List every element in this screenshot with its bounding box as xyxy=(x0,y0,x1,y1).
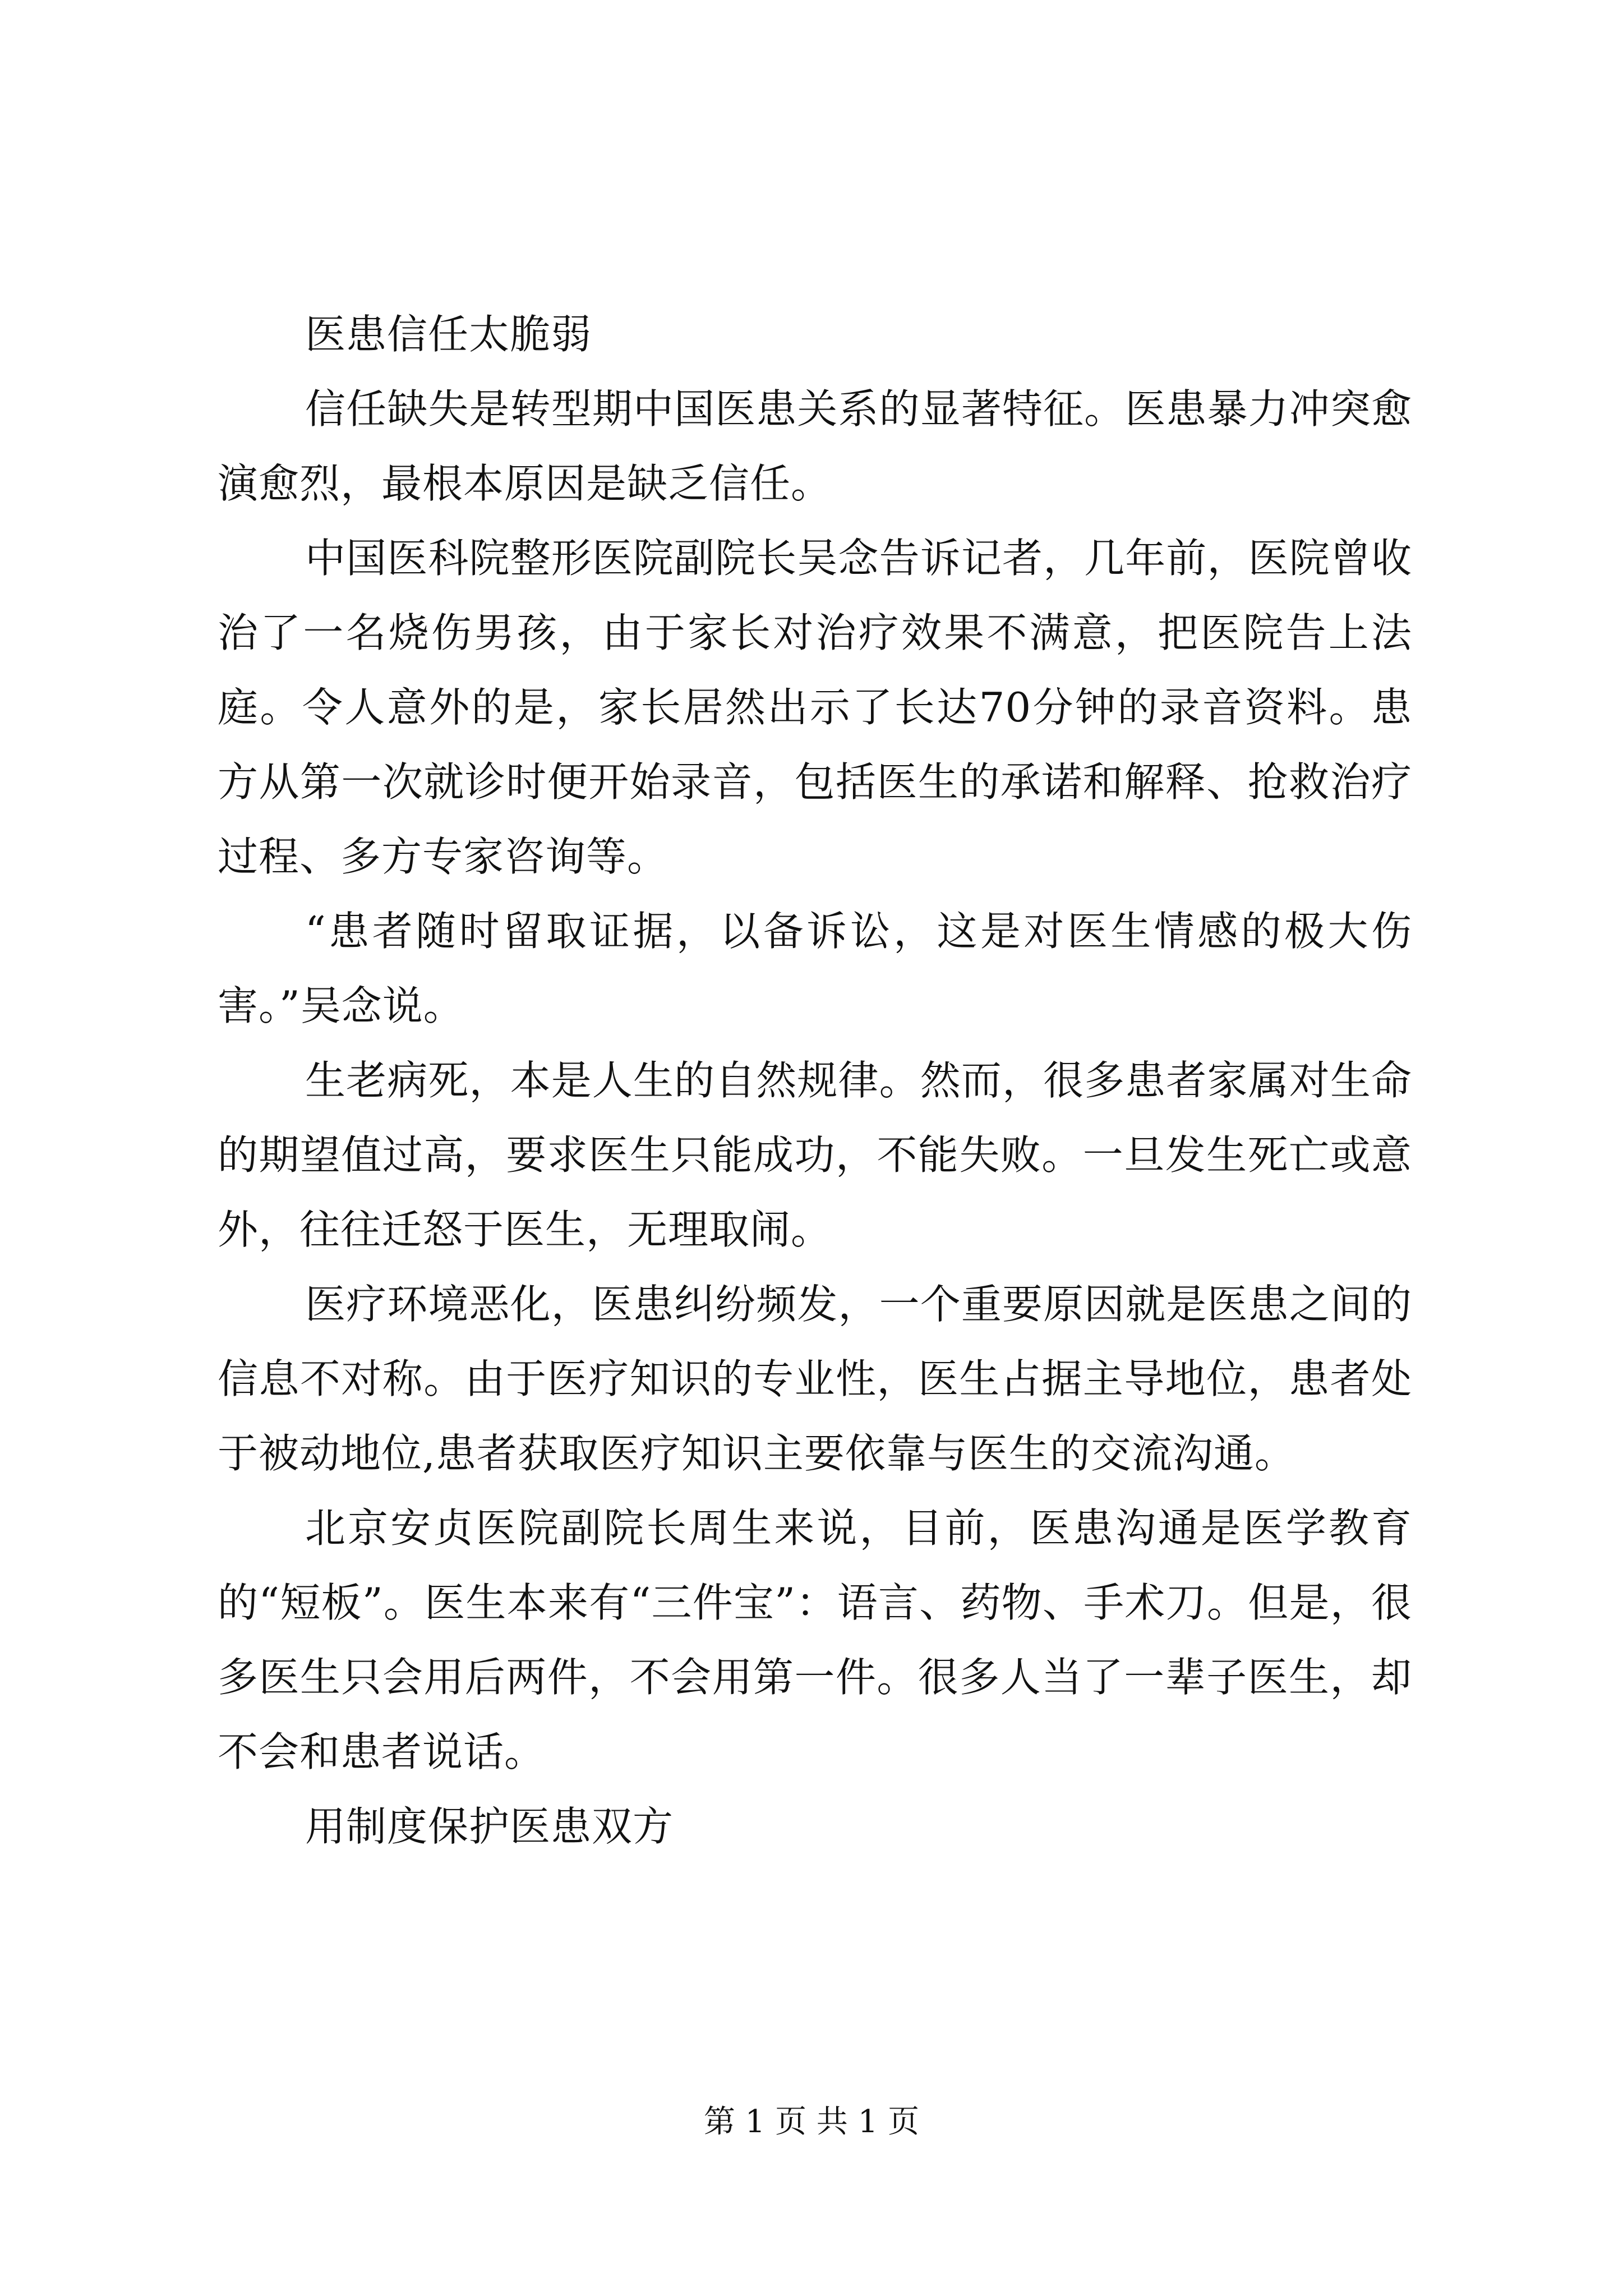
paragraph: 生老病死，本是人生的自然规律。然而，很多患者家属对生命的期望值过高，要求医生只能成功，不能失败。一旦发生死亡或意外，往往迁怒于医生，无理取闹。 xyxy=(218,1057,1412,1253)
paragraph: 信任缺失是转型期中国医患关系的显著特征。医患暴力冲突愈演愈烈，最根本原因是缺乏信任。 xyxy=(218,385,1412,507)
section-heading: 用制度保护医患双方 xyxy=(305,1803,674,1850)
paragraph: 北京安贞医院副院长周生来说，目前，医患沟通是医学教育的“短板”。医生本来有“三件宝”：语言、药物、手术刀。但是，很多医生只会用后两件，不会用第一件。很多人当了一辈子医生，却不会和患者说话。 xyxy=(218,1504,1412,1775)
section-heading: 医患信任太脆弱 xyxy=(305,311,592,358)
paragraph: 医疗环境恶化，医患纠纷频发，一个重要原因就是医患之间的信息不对称。由于医疗知识的专业性，医生占据主导地位，患者处于被动地位,患者获取医疗知识主要依靠与医生的交流沟通。 xyxy=(218,1281,1412,1477)
page-number-footer: 第 1 页 共 1 页 xyxy=(703,2104,920,2140)
paragraph: “患者随时留取证据，以备诉讼，这是对医生情感的极大伤害。”吴念说。 xyxy=(218,908,1412,1029)
paragraph: 中国医科院整形医院副院长吴念告诉记者，几年前，医院曾收治了一名烧伤男孩，由于家长对治疗效果不满意，把医院告上法庭。令人意外的是，家长居然出示了长达70分钟的录音资料。患方从第一次就诊时便开始录音，包括医生的承诺和解释、抢救治疗过程、多方专家咨询等。 xyxy=(218,535,1412,880)
document-body xyxy=(218,297,1412,1864)
